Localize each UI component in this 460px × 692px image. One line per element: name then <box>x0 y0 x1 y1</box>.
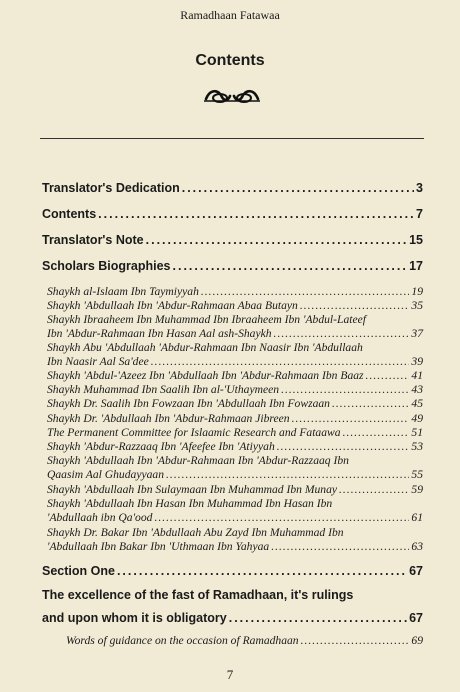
toc-entry[interactable] <box>42 564 423 578</box>
toc-entry[interactable] <box>42 259 423 273</box>
toc-entry-label: Ibn Naasir Aal Sa'dee <box>47 355 149 368</box>
toc-page-number: 35 <box>411 299 423 312</box>
page-title: Contents <box>195 52 265 69</box>
toc-entry-label: Shaykh 'Abdullaah Ibn Sulaymaan Ibn Muhammad Ibn Munay <box>47 483 338 496</box>
toc-page-number: 45 <box>411 397 423 410</box>
toc-page-number: 69 <box>411 634 423 647</box>
toc-entry-label: Shaykh 'Abdur-Razzaaq Ibn 'Afeefee Ibn 'Atiyyah <box>47 440 275 453</box>
toc-entry[interactable] <box>47 383 423 396</box>
dot-leader <box>166 468 409 481</box>
toc-entry-label: Shaykh 'Abdullaah Ibn 'Abdur-Rahmaan Abaa Butayn <box>47 299 298 312</box>
toc-entry-label: The Permanent Committee for Islaamic Research and Fataawa <box>47 426 341 439</box>
dot-leader <box>154 511 409 524</box>
toc-page-number: 3 <box>416 181 423 195</box>
toc-entry-line: Shaykh Ibraaheem Ibn Muhammad Ibn Ibraaheem Ibn 'Abdul-Lateef <box>47 313 366 326</box>
dot-leader <box>301 634 410 647</box>
toc-page-number: 43 <box>411 383 423 396</box>
dot-leader <box>366 369 410 382</box>
toc-entry[interactable] <box>47 299 423 312</box>
toc-entry[interactable] <box>47 355 423 368</box>
toc-entry-label: Words of guidance on the occasion of Ramadhaan <box>66 634 299 647</box>
toc-entry[interactable] <box>47 440 423 453</box>
toc-entry-label: Qaasim Aal Ghudayyaan <box>47 468 165 481</box>
dot-leader <box>173 259 408 273</box>
toc-entry-line: Shaykh 'Abdullaah Ibn 'Abdur-Rahmaan Ibn 'Abdur-Razzaaq Ibn <box>47 454 349 467</box>
toc-entry[interactable] <box>47 412 423 425</box>
toc-entry[interactable] <box>47 483 423 496</box>
toc-entry-label: Shaykh al-Islaam Ibn Taymiyyah <box>47 285 199 298</box>
toc-entry-line: Shaykh Abu 'Abdullaah 'Abdur-Rahmaan Ibn Naasir Ibn 'Abdullaah <box>47 341 363 354</box>
toc-entry-line: Shaykh 'Abdullaah Ibn Hasan Ibn Muhammad Ibn Hasan Ibn <box>47 497 333 510</box>
toc-entry-label: Translator's Note <box>42 233 144 247</box>
dot-leader <box>277 440 410 453</box>
toc-entry[interactable] <box>42 611 423 625</box>
toc-entry[interactable] <box>47 426 423 439</box>
dot-leader <box>300 299 410 312</box>
page-number: 7 <box>226 667 234 682</box>
toc-page-number: 55 <box>411 468 423 481</box>
dot-leader <box>292 412 410 425</box>
toc-entry[interactable] <box>47 540 423 553</box>
toc-entry-label: 'Abdullaah Ibn Bakar Ibn 'Uthmaan Ibn Yahyaa <box>47 540 270 553</box>
toc-entry-label: Shaykh 'Abdul-'Azeez Ibn 'Abdullaah Ibn 'Abdur-Rahmaan Ibn Baaz <box>47 369 364 382</box>
dot-leader <box>281 383 409 396</box>
toc-entry[interactable] <box>47 285 423 298</box>
dot-leader <box>332 397 409 410</box>
toc-entry-label: and upon whom it is obligatory <box>42 611 227 625</box>
toc-entry[interactable] <box>47 327 423 340</box>
toc-entry-label: Translator's Dedication <box>42 181 180 195</box>
dot-leader <box>201 285 410 298</box>
toc-entry[interactable] <box>47 511 423 524</box>
dot-leader <box>343 426 410 439</box>
toc-entry-label: Contents <box>42 207 97 221</box>
toc-entry-label: Shaykh Muhammad Ibn Saalih Ibn al-'Uthaymeen <box>47 383 280 396</box>
dot-leader <box>151 355 410 368</box>
toc-page-number: 61 <box>411 511 423 524</box>
toc-page-number: 67 <box>409 611 423 625</box>
toc-page-number: 59 <box>411 483 423 496</box>
toc-page-number: 37 <box>411 327 423 340</box>
toc-page-number: 51 <box>411 426 423 439</box>
dot-leader <box>274 327 410 340</box>
dot-leader <box>271 540 409 553</box>
dot-leader <box>117 564 407 578</box>
toc-entry-label: 'Abdullaah ibn Qa'ood <box>47 511 153 524</box>
toc-entry[interactable] <box>42 181 423 195</box>
toc-page-number: 63 <box>411 540 423 553</box>
toc-entry[interactable] <box>47 369 423 382</box>
toc-entry[interactable] <box>47 397 423 410</box>
toc-entry-label: Section One <box>42 564 115 578</box>
toc-page-number: 53 <box>411 440 423 453</box>
toc-page-number: 49 <box>411 412 423 425</box>
toc-entry-line: The excellence of the fast of Ramadhaan, it's rulings <box>42 588 354 602</box>
dot-leader <box>229 611 407 625</box>
toc-entry-label: Shaykh Dr. Saalih Ibn Fowzaan Ibn 'Abdullaah Ibn Fowzaan <box>47 397 330 410</box>
toc-page-number: 15 <box>409 233 423 247</box>
dot-leader <box>339 483 409 496</box>
toc-entry[interactable] <box>42 233 423 247</box>
toc-page-number: 17 <box>409 259 423 273</box>
toc-page-number: 7 <box>416 207 423 221</box>
running-header: Ramadhaan Fatawaa <box>180 8 280 22</box>
toc-entry-line: Shaykh Dr. Bakar Ibn 'Abdullaah Abu Zayd Ibn Muhammad Ibn <box>47 526 344 539</box>
dot-leader <box>182 181 414 195</box>
toc-entry-label: Scholars Biographies <box>42 259 171 273</box>
toc-entry-label: Ibn 'Abdur-Rahmaan Ibn Hasan Aal ash-Shaykh <box>47 327 272 340</box>
toc-page-number: 39 <box>411 355 423 368</box>
toc-entry[interactable] <box>42 207 423 221</box>
divider-rule <box>40 138 424 139</box>
toc-entry[interactable] <box>66 634 423 647</box>
toc-entry[interactable] <box>47 468 423 481</box>
toc-page-number: 19 <box>411 285 423 298</box>
ornament-icon <box>202 86 262 106</box>
dot-leader <box>146 233 407 247</box>
toc-page-number: 67 <box>409 564 423 578</box>
dot-leader <box>98 207 414 221</box>
toc-entry-label: Shaykh Dr. 'Abdullaah Ibn 'Abdur-Rahmaan Jibreen <box>47 412 290 425</box>
toc-page-number: 41 <box>411 369 423 382</box>
